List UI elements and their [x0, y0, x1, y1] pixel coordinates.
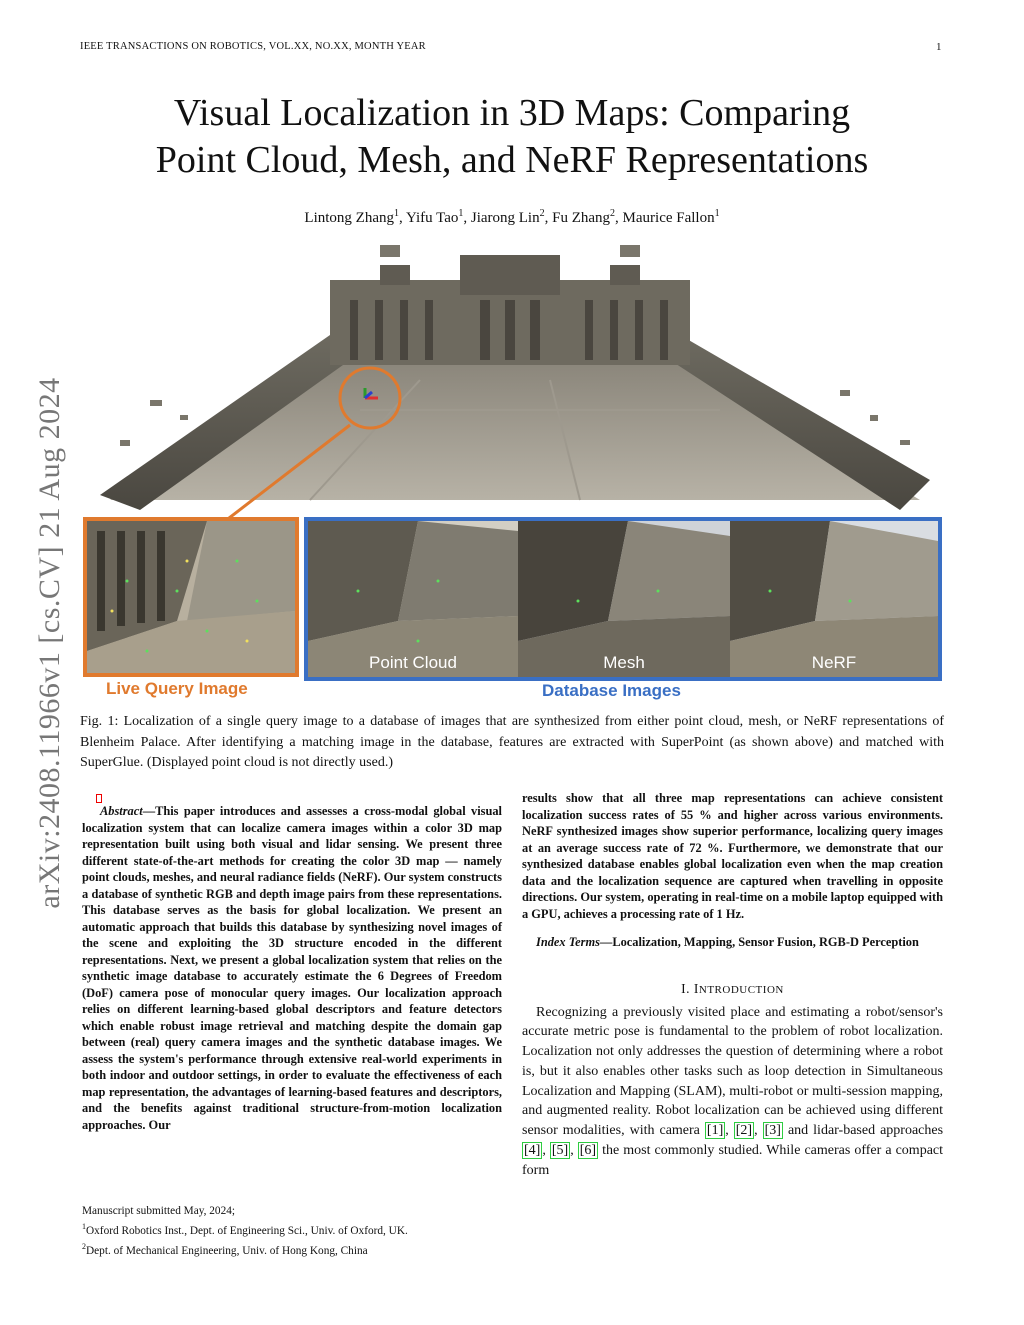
- figure-1: [80, 240, 944, 710]
- query-image-frame: [83, 517, 299, 677]
- footnote-affiliation-2: $^2$Dept. of Mechanical Engineering, Univ. of Hong Kong, China: [82, 1241, 368, 1257]
- intro-text: Recognizing a previously visited place and estimating a robot/sensor's accurate metric pose is fundamental to the problem of robot localization. Localization not only addresses the question of determining where a robot is, but it also enables other tasks such as loop detection in Simultaneous Localization and Mapping (SLAM), multi-robot or multi-session mapping, and augmented reality. Robot localization can be achieved using different sensor modalities, with camera: [522, 1004, 943, 1139]
- index-terms-heading: Index Terms: [536, 935, 600, 949]
- annotation-marker: [96, 794, 102, 803]
- title-line-1: Visual Localization in 3D Maps: Comparing: [173, 92, 851, 134]
- citation-link[interactable]: [6]: [579, 1143, 597, 1159]
- section-title-rest: NTRODUCTION: [698, 983, 784, 996]
- database-images-label: Database Images: [542, 681, 681, 700]
- paper-title: [60, 90, 964, 184]
- index-terms: Index Terms—Localization, Mapping, Sensor Fusion, RGB-D Perception: [536, 935, 919, 949]
- abstract-text-right: results show that all three map representations can achieve consistent localization success rates of 55 % and higher across various environments. NeRF synthesized images show superior performance, localizing query images at an average success rate of 72 %. Furthermore, we demonstrate that our synthesized database enables global localization even when the map creation data and the localization sequence are captured when travelling in opposite directions. Our system, operating in real-time on a mobile laptop equipped with a GPU, achieves a processing rate of 1 Hz.: [522, 791, 943, 921]
- affiliation-mark: 1: [714, 208, 720, 219]
- nerf-image: [730, 521, 938, 677]
- section-title-initial: I: [693, 980, 699, 996]
- page-number: 1: [936, 41, 942, 53]
- intro-paragraph: Recognizing a previously visited place and estimating a robot/sensor's accurate metric pose is fundamental to the problem of robot localization. Localization not only addresses the question of determining where a robot is, but it also enables other tasks such as loop detection in Simultaneous Localization and Mapping (SLAM), multi-robot or multi-session mapping, and augmented reality. Robot localization can be achieved using different sensor modalities, with camera [1] , [2] , [3] and lidar-based approaches [4] , [5] , [6] the most commonly studied. While cameras offer a compact form: [522, 1004, 944, 1178]
- arxiv-stamp: arXiv:2408.11966v1 [cs.CV] 21 Aug 2024: [33, 377, 66, 909]
- intro-text: and lidar-based approaches: [787, 1123, 944, 1139]
- abstract-text-left: This paper introduces and assesses a cross-modal global visual localization system that can localize camera images within a color 3D map representation built using both visual and lidar sensing. We present three different state-of-the-art methods for creating the color 3D map — namely point clouds, meshes, and neural radiance fields (NeRF). Our system constructs a database of synthetic RGB and depth image pairs from these representations. This database serves as the basis for global localization. We present an automatic approach that builds this database by synthesizing novel images of the scene and exploiting the 3D structure encoded in the different representations. Next, we present a global localization system that relies on the synthetic image database to accurately estimate the 6 Degrees of Freedom (DoF) camera pose of monocular query images. Our localization approach relies on different learning-based global descriptors and feature detectors which enable robust image retrieval and matching despite the domain gap between (real) query camera images and the synthetic database images. We assess the system's performance through extensive real-world experiments in both indoor and outdoor settings, in order to evaluate the effectiveness of each map representation, the advantages of learning-based features and descriptors, and the benefits against traditional structure-from-motion localization approaches. Our: [82, 804, 502, 1132]
- section-number: I.: [681, 980, 691, 996]
- affiliation-mark: 1: [393, 208, 399, 219]
- citation-link[interactable]: [3]: [764, 1123, 781, 1139]
- running-head: IEEE TRANSACTIONS ON ROBOTICS, VOL.XX, NO.XX, MONTH YEAR: [80, 41, 426, 52]
- abstract-left: Abstract—This paper introduces and assesses a cross-modal global visual localization system that can localize camera images within a color 3D map representation built using both visual and lidar sensing. We present three different state-of-the-art methods for creating the color 3D map — namely point clouds, meshes, and neural radiance fields (NeRF). Our system constructs a database of synthetic RGB and depth image pairs from these representations. This database serves as the basis for global localization. We present an automatic approach that builds this database by synthesizing novel images of the scene and exploiting the 3D structure encoded in the different representations. Next, we present a global localization system that relies on the synthetic image database to accurately estimate the 6 Degrees of Freedom (DoF) camera pose of monocular query images. Our localization approach relies on different learning-based global descriptors and feature detectors which enable robust image retrieval and matching despite the domain gap between (real) query camera images and the synthetic database images. We assess the system's performance through extensive real-world experiments in both indoor and outdoor settings, in order to evaluate the effectiveness of each map representation, the advantages of learning-based features and descriptors, and the benefits against traditional structure-from-motion localization approaches. Our: [82, 804, 502, 1132]
- panel-label-nerf: NeRF: [811, 653, 857, 672]
- right-column: [522, 790, 943, 1181]
- index-terms-text: Localization, Mapping, Sensor Fusion, RGB-D Perception: [612, 935, 919, 949]
- citation-link[interactable]: [5]: [551, 1143, 569, 1159]
- author: Jiarong Lin: [470, 210, 540, 226]
- citation-link[interactable]: [1]: [706, 1123, 724, 1139]
- affiliation-mark: 2: [539, 208, 545, 219]
- database-images-frame: [304, 517, 942, 681]
- figure-caption: Fig. 1: Localization of a single query image to a database of images that are synthesized from either point cloud, mesh, or NeRF representations of Blenheim Palace. After identifying a matching image in the database, features are extracted with SuperPoint (as shown above) and matched with SuperGlue. (Displayed point cloud is not directly used.): [80, 714, 944, 770]
- affiliation-mark: 2: [610, 208, 616, 219]
- point-cloud-image: [308, 521, 518, 677]
- author: Lintong Zhang: [304, 210, 394, 226]
- panel-label-mesh: Mesh: [603, 653, 645, 672]
- affiliation-mark: 1: [458, 208, 464, 219]
- author-list: Lintong Zhang$^1$, Yifu Tao$^1$, Jiarong Lin$^2$, Fu Zhang$^2$, Maurice Fallon$^1$: [304, 208, 720, 226]
- intro-text: the most commonly studied. While cameras offer a compact form: [522, 1143, 944, 1178]
- citation-link[interactable]: [2]: [735, 1123, 753, 1139]
- title-line-2: Point Cloud, Mesh, and NeRF Representations: [155, 139, 869, 181]
- footnote-submitted: Manuscript submitted May, 2024;: [82, 1205, 236, 1217]
- author: Yifu Tao: [405, 210, 459, 226]
- palace-map-illustration: [80, 240, 944, 530]
- panel-label-point-cloud: Point Cloud: [369, 653, 457, 672]
- author: Fu Zhang: [552, 210, 611, 226]
- footnotes: [82, 1204, 502, 1259]
- abstract-heading: Abstract: [100, 804, 143, 818]
- author: Maurice Fallon: [622, 210, 715, 226]
- footnote-affiliation-1: $^1$Oxford Robotics Inst., Dept. of Engineering Sci., Univ. of Oxford, UK.: [82, 1222, 408, 1237]
- query-image: [87, 521, 295, 673]
- citation-link[interactable]: [4]: [524, 1143, 541, 1159]
- mesh-image: [518, 521, 730, 677]
- section-heading: [522, 981, 943, 997]
- query-image-label: Live Query Image: [106, 679, 248, 698]
